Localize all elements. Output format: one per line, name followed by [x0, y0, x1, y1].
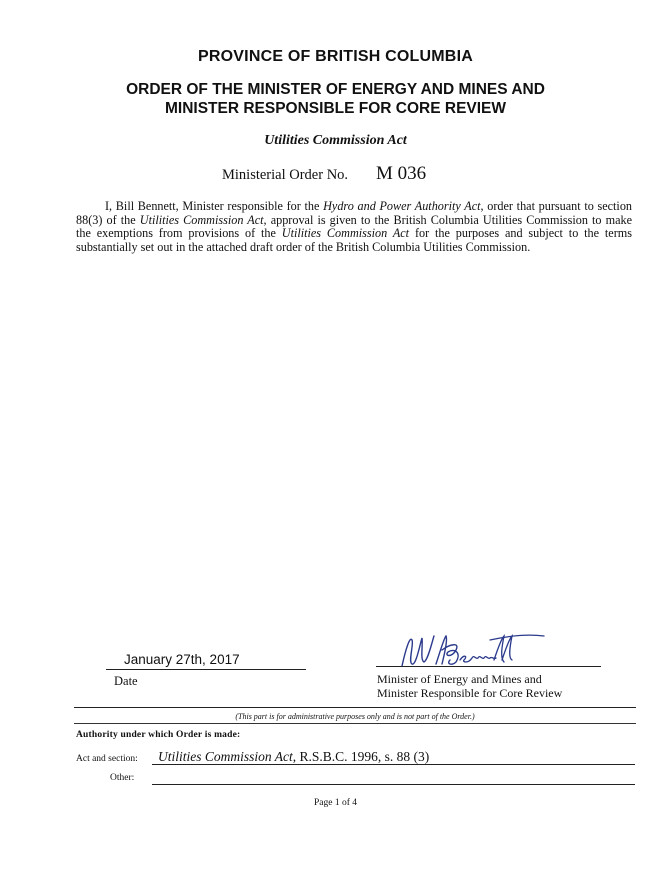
- admin-section-rule: [74, 723, 636, 724]
- date-label: Date: [114, 674, 138, 688]
- order-body-paragraph: [76, 200, 632, 254]
- ministerial-order-number: M 036: [376, 163, 427, 184]
- admin-section-top-rule: [74, 707, 636, 708]
- body-text-1: I, Bill Bennett, Minister responsible for the: [105, 199, 324, 213]
- body-text-2: , order that pursuant to section 88(3) of the: [76, 199, 633, 227]
- body-text-hydro-act: Hydro and Power Authority Act: [323, 199, 481, 213]
- authority-label: Authority under which Order is made:: [76, 730, 241, 740]
- minister-title-line-2: Minister Responsible for Core Review: [377, 686, 563, 700]
- body-text-4: for the purposes and subject to the terms substantially set out in the attached draft order of the British Columbia Utilities Commission.: [76, 226, 632, 254]
- minister-title-line-1: Minister of Energy and Mines and: [377, 672, 542, 686]
- body-text-uca-1: Utilities Commission Act: [139, 212, 264, 227]
- page-number: Page 1 of 4: [313, 798, 357, 808]
- act-section-value: [158, 749, 429, 765]
- body-text-uca-2: Utilities Commission Act: [281, 226, 410, 241]
- order-heading-line-1: ORDER OF THE MINISTER OF ENERGY AND MINES AND: [126, 81, 545, 98]
- body-text-3: , approval is given to the British Columbia Utilities Commission to make the exemptions from provisions of the: [76, 212, 632, 241]
- ministerial-order-label: Ministerial Order No.: [222, 167, 349, 183]
- other-label: Other:: [110, 773, 135, 783]
- signature-underline: [376, 666, 601, 667]
- admin-note: (This part is for administrative purposes only and is not part of the Order.): [235, 712, 475, 721]
- act-section-citation: , R.S.B.C. 1996, s. 88 (3): [292, 749, 430, 764]
- signing-date: January 27th, 2017: [124, 652, 240, 667]
- order-heading-line-2: MINISTER RESPONSIBLE FOR CORE REVIEW: [164, 100, 507, 117]
- act-title: Utilities Commission Act: [264, 133, 407, 148]
- act-section-underline: [152, 764, 635, 765]
- act-section-label: Act and section:: [76, 754, 138, 764]
- province-heading: PROVINCE OF BRITISH COLUMBIA: [198, 48, 473, 65]
- minister-title: [377, 672, 562, 700]
- date-underline: [106, 669, 306, 670]
- act-section-act-name: Utilities Commission Act: [158, 749, 293, 764]
- minister-signature: [398, 630, 548, 674]
- order-heading: [0, 80, 671, 118]
- other-underline: [152, 784, 635, 785]
